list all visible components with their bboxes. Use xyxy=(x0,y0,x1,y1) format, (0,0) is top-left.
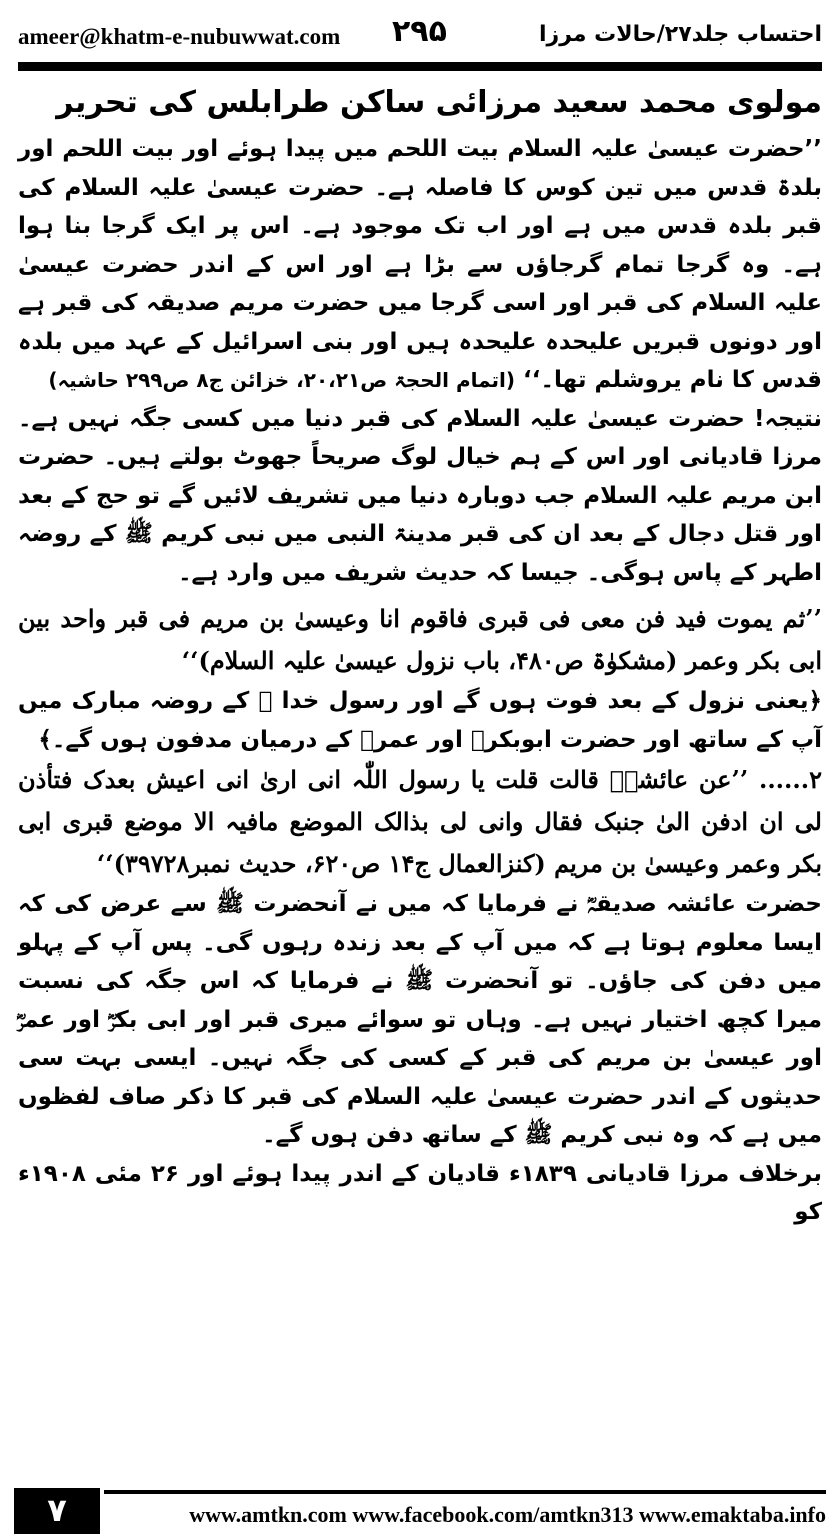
footer-page-badge: ۷ xyxy=(14,1488,100,1534)
book-title: احتساب جلد۲۷/حالات مرزا xyxy=(538,22,822,47)
paragraph-quote-1 xyxy=(18,130,822,400)
paragraph-aisha: حضرت عائشہ صدیقہؓ نے فرمایا کہ میں نے آنحضرت ﷺ سے عرض کی کہ ایسا معلوم ہوتا ہے کہ میں آپ کے بعد زندہ رہوں گی۔ پس آپ کے پہلو میں دفن کی جاؤں۔ تو آنحضرت ﷺ نے فرمایا کہ اس جگہ کی نسبت میرا کچھ اختیار نہیں ہے۔ وہاں تو سوائے میری قبر اور ابی بکرؓ اور عمرؓ اور عیسیٰ بن مریم کی قبر کے کسی کی جگہ نہیں۔ ایسی بہت سی حدیثوں کے اندر حضرت عیسیٰ علیہ السلام کی قبر کا ذکر صاف لفظوں میں ہے کہ وہ نبی کریم ﷺ کے ساتھ دفن ہوں گے۔ xyxy=(18,891,822,1148)
hadith-2-number: ۲...... xyxy=(758,765,822,794)
hadith-2 xyxy=(18,759,822,885)
paragraph-contrast: برخلاف مرزا قادیانی ۱۸۳۹ء قادیان کے اندر پیدا ہوئے اور ۲۶ مئی ۱۹۰۸ء کو xyxy=(18,1160,822,1225)
section-title: مولوی محمد سعید مرزائی ساکن طرابلس کی تحریر xyxy=(56,85,822,120)
footer-bar xyxy=(104,1488,826,1534)
hadith-1-translation: ﴿یعنی نزول کے بعد فوت ہوں گے اور رسول خدا ﷺ کے روضہ مبارک میں آپ کے ساتھ اور حضرت ابوبکرؓ اور عمرؓ کے درمیان مدفون ہوں گے۔﴾ xyxy=(18,688,822,753)
footer-links[interactable]: www.amtkn.com www.facebook.com/amtkn313 www.emaktaba.info xyxy=(189,1502,826,1527)
footer-rule xyxy=(104,1490,826,1494)
page-number: ۲۹۵ xyxy=(392,14,447,49)
paragraph-conclusion: نتیجہ! حضرت عیسیٰ علیہ السلام کی قبر دنیا میں کسی جگہ نہیں ہے۔ مرزا قادیانی اور اس کے ہم خیال لوگ صریحاً جھوٹ بولتے ہیں۔ حضرت ابن مریم علیہ السلام جب دوبارہ دنیا میں تشریف لائیں گے تو حج کے بعد اور قتل دجال کے بعد ان کی قبر مدینۃ النبی میں نبی کریم ﷺ کے روضہ اطہر کے پاس ہوگی۔ جیسا کہ حدیث شریف میں وارد ہے۔ xyxy=(18,405,822,586)
quote-1-text: ’’حضرت عیسیٰ علیہ السلام بیت اللحم میں پیدا ہوئے اور بیت اللحم اور بلدۃ قدس میں تین کوس کا فاصلہ ہے۔ حضرت عیسیٰ علیہ السلام کی قبر بلدہ قدس میں ہے اور اب تک موجود ہے۔ اس پر ایک گرجا بنا ہوا ہے۔ وہ گرجا تمام گرجاؤں سے بڑا ہے اور اس کے اندر حضرت عیسیٰ علیہ السلام کی قبر اور اسی گرجا میں حضرت مریم صدیقہ کی قبر ہے اور دونوں قبریں علیحدہ علیحدہ ہیں اور بنی اسرائیل کے عہد میں بلدہ قدس کا نام یروشلم تھا۔‘‘ xyxy=(18,136,822,393)
hadith-1: ’’ثم یموت فید فن معی فی قبری فاقوم انا وعیسیٰ بن مریم فی قبر واحد بین ابی بکر وعمر (مشکوٰۃ ص۴۸۰، باب نزول عیسیٰ علیہ السلام)‘‘ xyxy=(18,604,822,675)
header-rule xyxy=(18,62,822,71)
page-footer xyxy=(0,1482,840,1540)
hadith-2-text: ’’عن عائشۃؓ قالت قلت یا رسول اللّٰہ انی اریٰ انی اعیش بعدک فتأذن لی ان ادفن الیٰ جنبک فقال وانی لی بذالک الموضع مافیہ الا موضع قبری ابی بکر وعمر وعیسیٰ بن مریم (کنزالعمال ج۱۴ ص۶۲۰، حدیث نمبر۳۹۷۲۸)‘‘ xyxy=(18,765,822,878)
page-header xyxy=(0,0,840,66)
quote-1-reference: (اتمام الحجۃ ص۲۰،۲۱، خزائن ج۸ ص۲۹۹ حاشیہ) xyxy=(48,368,516,392)
email-address: ameer@khatm-e-nubuwwat.com xyxy=(18,24,341,49)
page-body xyxy=(18,80,822,1232)
